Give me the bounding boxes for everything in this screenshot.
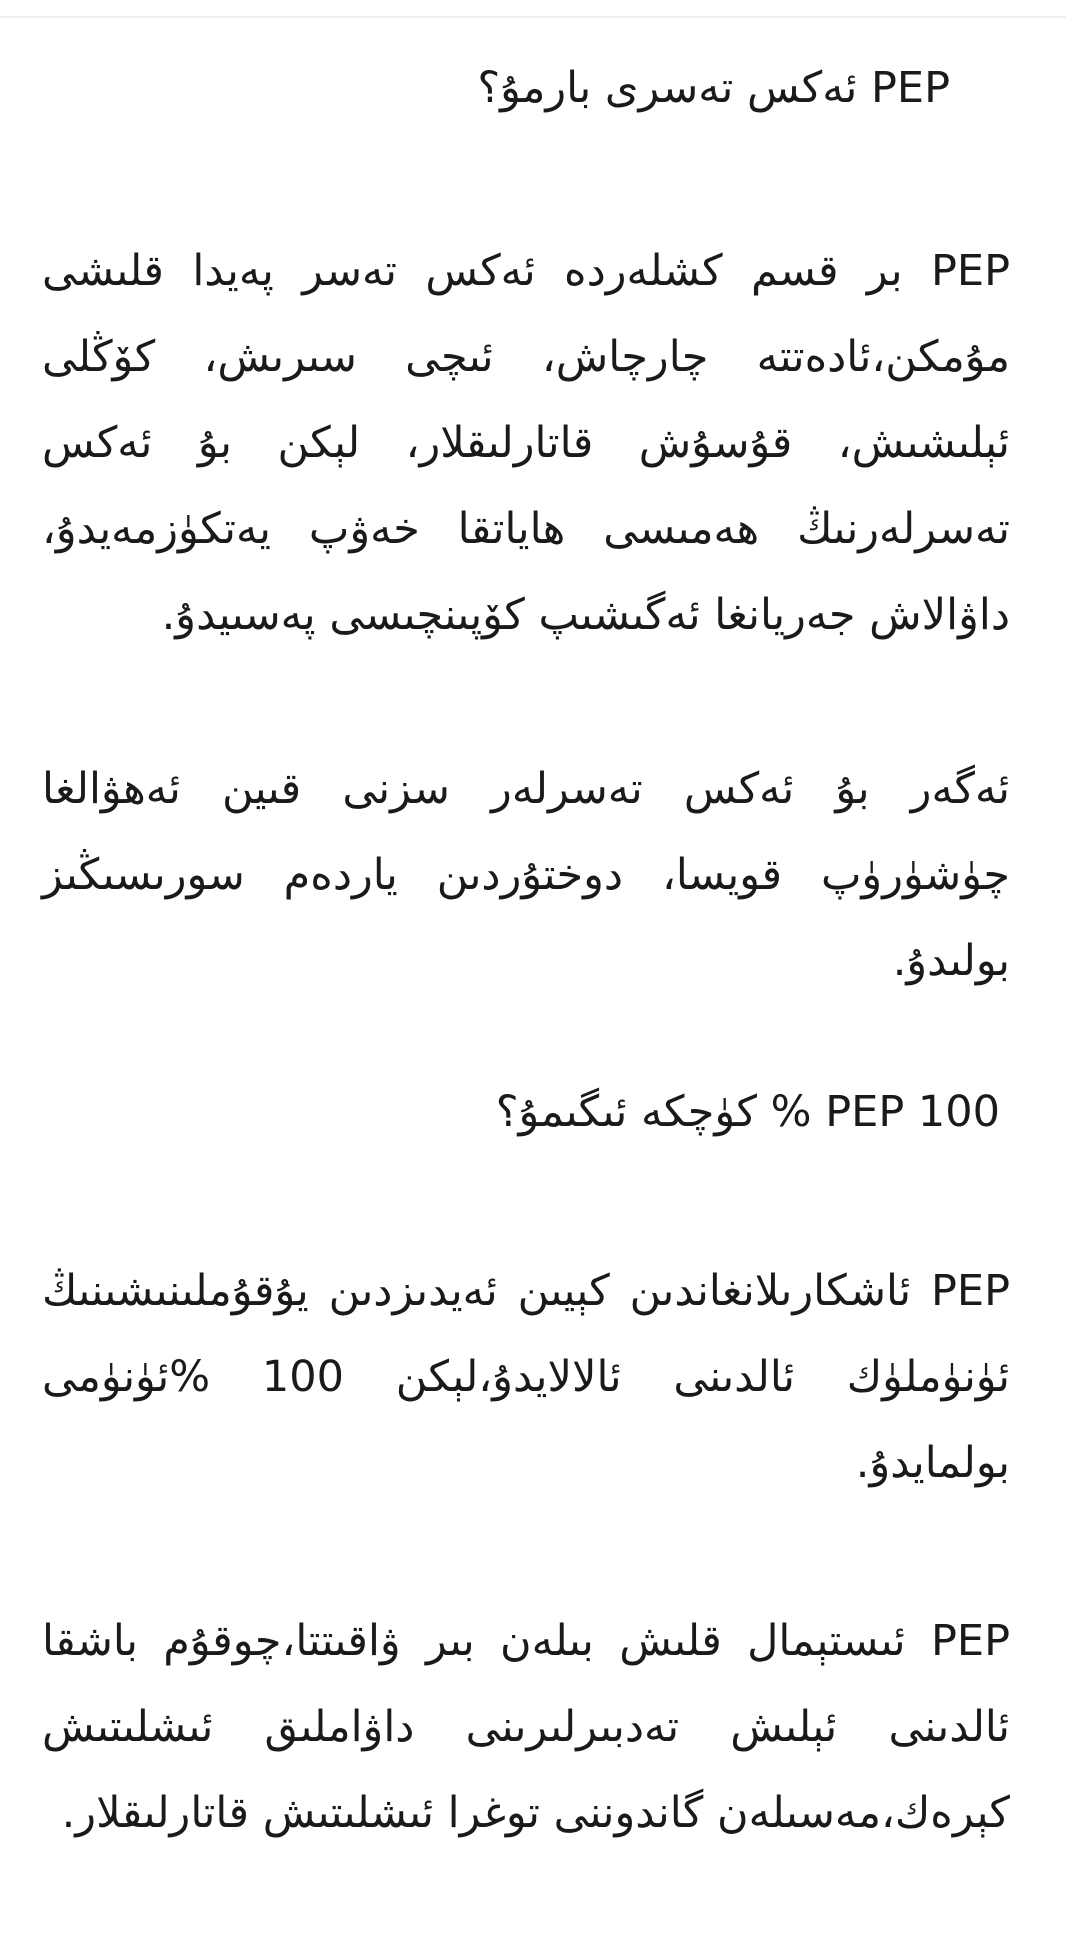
article-body [42, 40, 1010, 1856]
paragraph-effectiveness: PEP ئاشكارىلانغاندىن كېيىن ئەيدىزدىن يۇقۇملىنىشىنىڭ ئۈنۈملۈك ئالدىنى ئالالايدۇ،لېكن 100 %ئۈنۈمى بولمايدۇ. [42, 1266, 1010, 1488]
question-heading-side-effects: PEP ئەكس تەسرى بارمۇ؟ [477, 63, 950, 113]
top-divider [0, 16, 1066, 18]
question-heading-effectiveness: PEP 100 % كۈچكە ئىگىمۇ؟ [495, 1087, 1000, 1137]
paragraph-other-prevention: PEP ئىستېمال قلىش بىلەن بىر ۋاقىتتا،چوقۇم باشقا ئالدىنى ئېلىش تەدبىرلىرىنى داۋاملىق ئىشلىتىش كېرەك،مەسىلەن گاندوننى توغرا ئىشلىتىش قاتارلىقلار. [42, 1616, 1010, 1838]
paragraph-side-effects: PEP بر قسم كشلەردە ئەكس تەسر پەيدا قلىشى مۇمكن،ئادەتتە چارچاش، ئىچى سىرىش، كۆڭلى ئېلىشىش، قۇسۇش قاتارلىقلار، لېكن بۇ ئەكس تەسرلەرنىڭ ھەمىسى ھاياتقا خەۋپ يەتكۈزمەيدۇ، داۋالاش جەريانغا ئەگىشىپ كۆپىنچىسى پەسىيدۇ. [42, 246, 1010, 640]
paragraph-seek-help: ئەگەر بۇ ئەكس تەسرلەر سزنى قىين ئەھۋالغا چۈشۈرۈپ قويسا، دوختۇردىن ياردەم سورىسىڭىز بولىدۇ. [42, 764, 1010, 986]
